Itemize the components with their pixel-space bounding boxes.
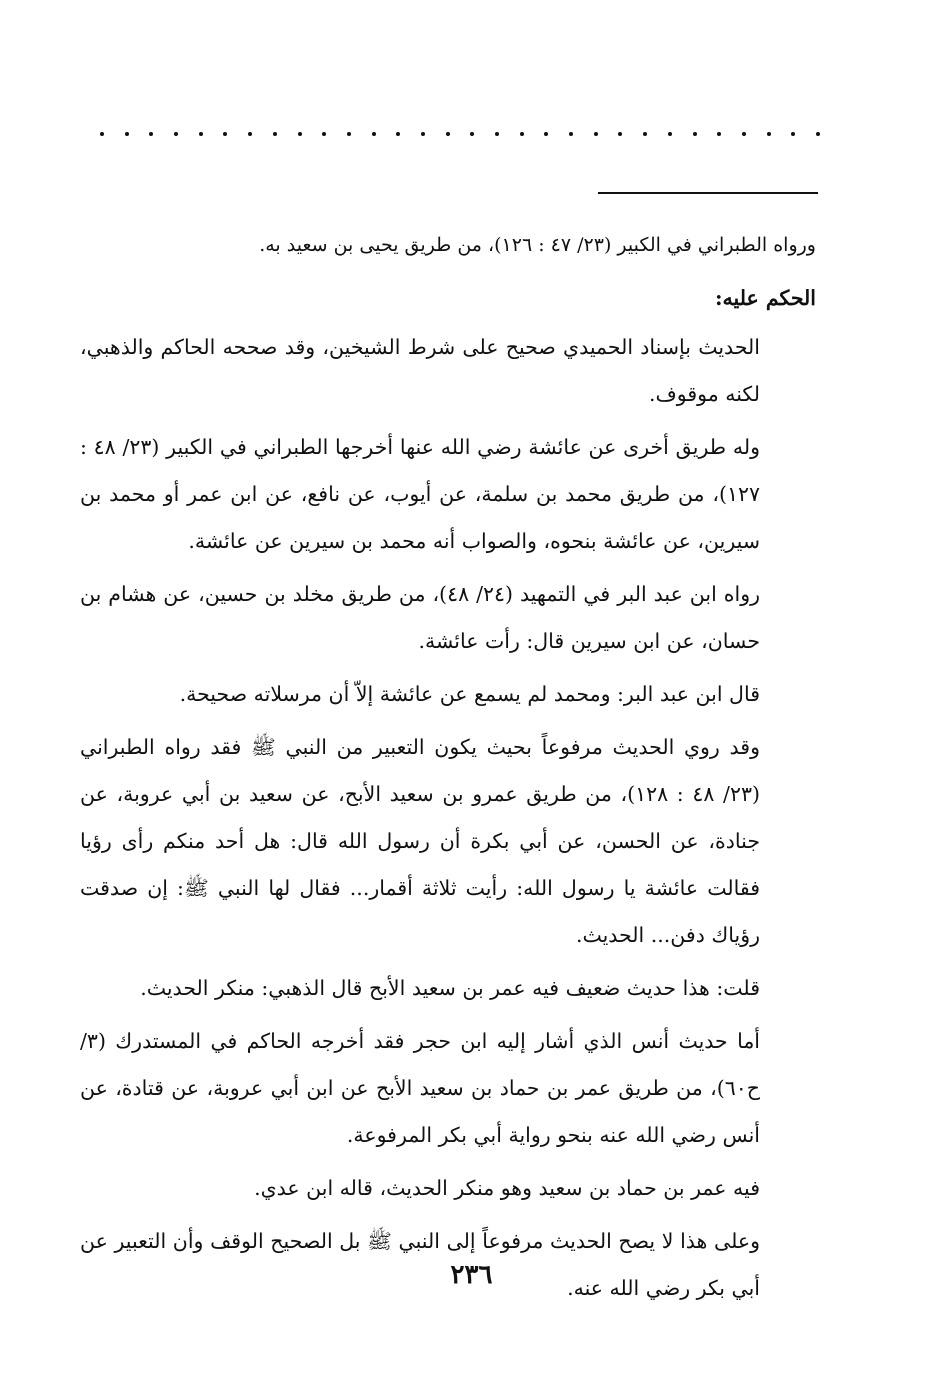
separator-dot	[149, 132, 153, 136]
separator-dot	[767, 132, 771, 136]
separator-dot	[544, 132, 548, 136]
separator-dot	[174, 132, 178, 136]
separator-dot	[372, 132, 376, 136]
separator-dot	[495, 132, 499, 136]
separator-dot	[742, 132, 746, 136]
paragraph: فيه عمر بن حماد بن سعيد وهو منكر الحديث، قاله ابن عدي.	[254, 1176, 760, 1200]
paragraph: رواه ابن عبد البر في التمهيد (٢٤/ ٤٨)، من طريق مخلد بن حسين، عن هشام بن حسان، عن ابن سيرين قال: رأت عائشة.	[80, 582, 760, 653]
paragraph: الحديث بإسناد الحميدي صحيح على شرط الشيخين، وقد صححه الحاكم والذهبي، لكنه موقوف.	[80, 335, 760, 406]
section-heading-ruling: الحكم عليه:	[714, 286, 816, 310]
separator-dot	[693, 132, 697, 136]
paragraph: قلت: هذا حديث ضعيف فيه عمر بن سعيد الأبح قال الذهبي: منكر الحديث.	[140, 976, 760, 1000]
separator-dot	[569, 132, 573, 136]
separator-dot	[520, 132, 524, 136]
separator-dot	[347, 132, 351, 136]
footnote-paragraph: ورواه الطبراني في الكبير (٢٣/ ٤٧ : ١٢٦)، من طريق يحيى بن سعيد به.	[259, 234, 816, 256]
separator-dot	[791, 132, 795, 136]
separator-dot	[298, 132, 302, 136]
separator-dot	[816, 132, 820, 136]
separator-dot	[273, 132, 277, 136]
separator-dot	[717, 132, 721, 136]
separator-dot	[125, 132, 129, 136]
separator-dot	[668, 132, 672, 136]
paragraph: وقد روي الحديث مرفوعاً بحيث يكون التعبير من النبي ﷺ فقد رواه الطبراني (٢٣/ ٤٨ : ١٢٨)، من طريق عمرو بن سعيد الأبح، عن سعيد بن أبي عروبة، عن جنادة، عن الحسن، عن أبي بكرة أن رسول الله قال: هل أحد منكم رأى رؤيا فقالت عائشة يا رسول الله: رأيت ثلاثة أقمار... فقال لها النبي ﷺ: إن صدقت رؤياك دفن... الحديث.	[80, 735, 760, 947]
paragraph: وعلى هذا لا يصح الحديث مرفوعاً إلى النبي ﷺ بل الصحيح الوقف وأن التعبير عن أبي بكر رضي الله عنه.	[80, 1229, 760, 1300]
separator-dot	[618, 132, 622, 136]
separator-dot	[396, 132, 400, 136]
footnote-rule	[598, 192, 818, 194]
separator-dot	[223, 132, 227, 136]
separator-dot	[470, 132, 474, 136]
paragraph: قال ابن عبد البر: ومحمد لم يسمع عن عائشة إلاّ أن مرسلاته صحيحة.	[179, 682, 760, 706]
separator-dot	[248, 132, 252, 136]
separator-dot	[199, 132, 203, 136]
separator-dot	[100, 132, 104, 136]
separator-dot	[643, 132, 647, 136]
separator-dot	[421, 132, 425, 136]
separator-dot	[322, 132, 326, 136]
page-body	[80, 222, 816, 1318]
page-number: ٢٣٦	[450, 1260, 493, 1290]
paragraph: أما حديث أنس الذي أشار إليه ابن حجر فقد أخرجه الحاكم في المستدرك (٣/ ح٦٠)، من طريق عمر بن حماد بن سعيد الأبح عن ابن أبي عروبة، عن قتادة، عن أنس رضي الله عنه بنحو رواية أبي بكر المرفوعة.	[80, 1029, 760, 1147]
separator-dot	[594, 132, 598, 136]
paragraph: وله طريق أخرى عن عائشة رضي الله عنها أخرجها الطبراني في الكبير (٢٣/ ٤٨ : ١٢٧)، من طريق محمد بن سلمة، عن أيوب، عن نافع، عن ابن عمر أو محمد بن سيرين، عن عائشة بنحوه، والصواب أنه محمد بن سيرين عن عائشة.	[80, 435, 760, 553]
separator-dotted-line	[100, 128, 820, 140]
separator-dot	[446, 132, 450, 136]
